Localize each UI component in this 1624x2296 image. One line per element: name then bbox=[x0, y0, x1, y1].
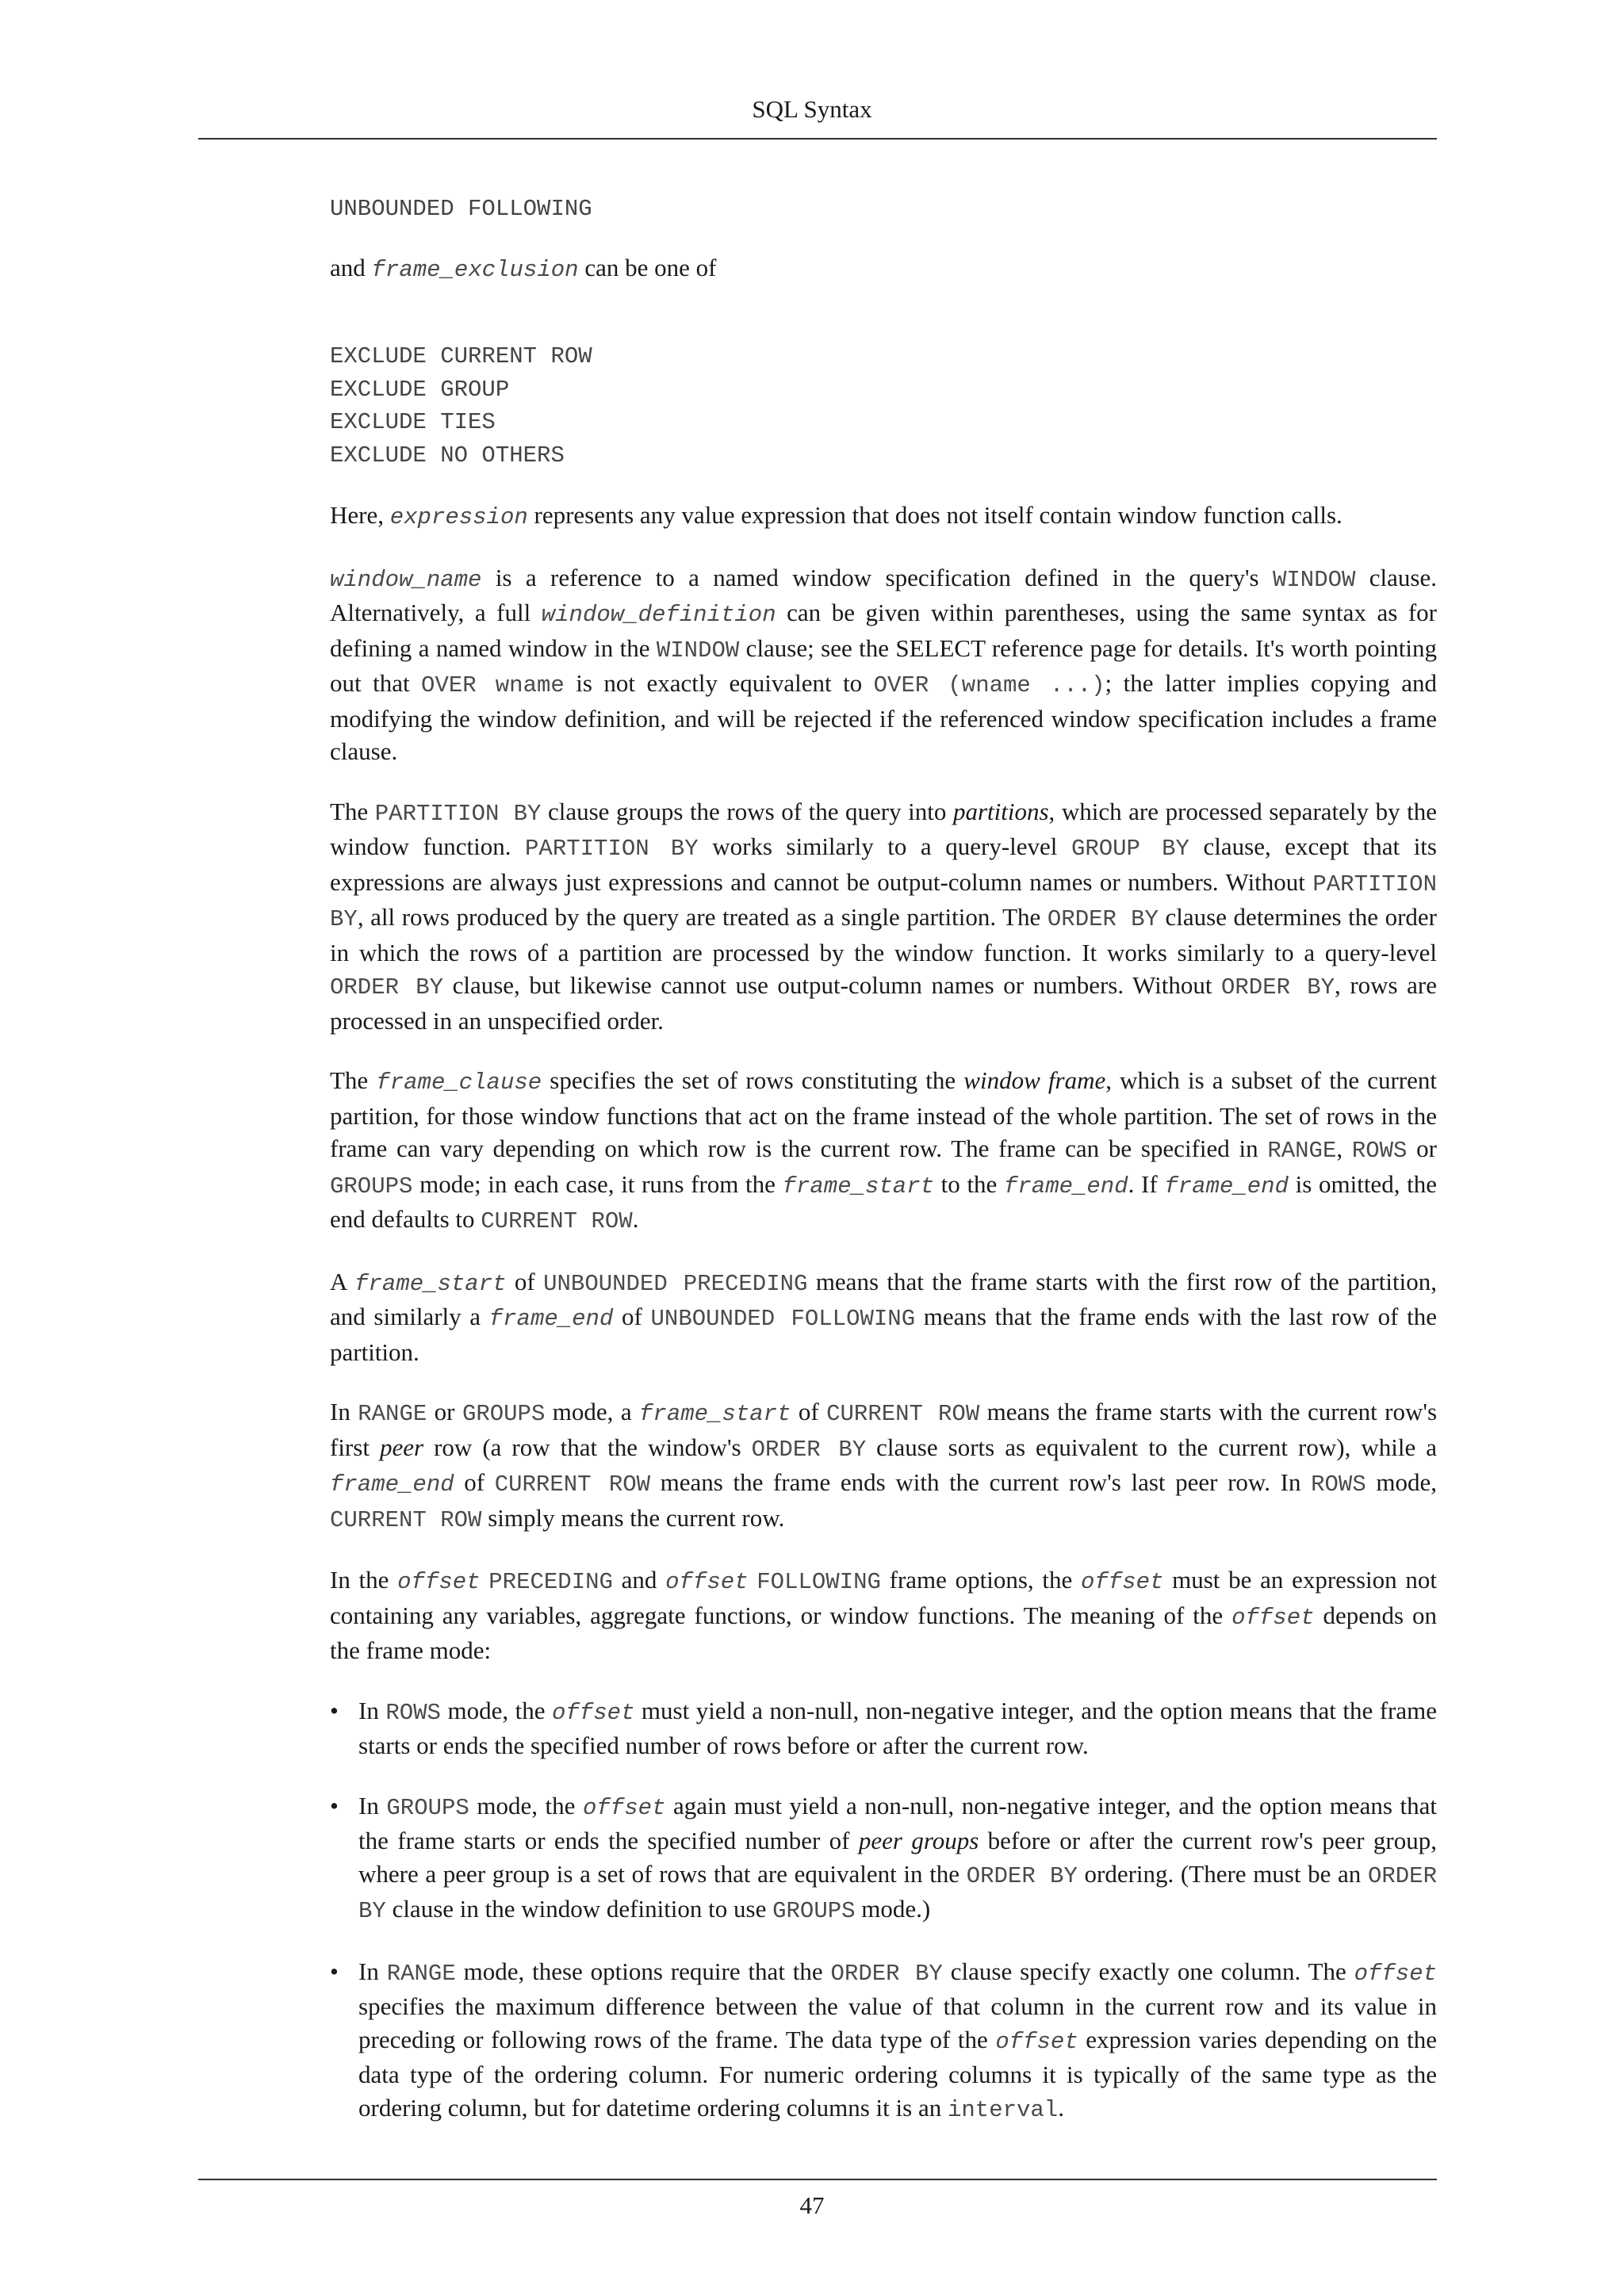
syntax-exclusion-line: EXCLUDE NO OTHERS bbox=[330, 442, 565, 469]
paragraph-partition-by: The PARTITION BY clause groups the rows of the query into partitions, which are processed separately by the window function. PARTITION BY works similarly to a query-level GROUP BY clause, except that its expressions are always just expressions and cannot be output-column names or numbers. Without PARTITION BY, all rows produced by the query are treated as a single partition. The ORDER BY clause determines the order in which the rows of a partition are processed by the window function. It works similarly to a query-level ORDER BY clause, but likewise cannot use output-column names or numbers. Without ORDER BY, rows are processed in an unspecified order. bbox=[330, 797, 1438, 1035]
syntax-exclusion-line: EXCLUDE TIES bbox=[330, 409, 496, 435]
list-item-range-mode: • In RANGE mode, these options require that the ORDER BY clause specify exactly one column. The offset specifies the maximum difference between the value of that column in the current row and its value in preceding or following rows of the frame. The data type of the offset expression varies depending on the data type of the ordering column. For numeric ordering columns it is typically of the same type as the ordering column, but for datetime ordering columns it is an interval. bbox=[330, 1955, 1437, 2127]
list-item-rows-mode: • In ROWS mode, the offset must yield a non-null, non-negative integer, and the option means that the frame starts or ends the specified number of rows before or after the current row. bbox=[330, 1694, 1437, 1762]
bullet-marker: • bbox=[330, 1957, 339, 1985]
paragraph-unbounded: A frame_start of UNBOUNDED PRECEDING means that the frame starts with the first row of the partition, and similarly a frame_end of UNBOUNDED FOLLOWING means that the frame ends with the last row of the partition. bbox=[330, 1267, 1438, 1366]
header-rule bbox=[198, 138, 1437, 140]
paragraph-frame-clause: The frame_clause specifies the set of rows constituting the window frame, which is a subset of the current partition, for those window functions that act on the frame instead of the whole partition. The set of rows in the frame can vary depending on which row is the current row. The frame can be specified in RANGE, ROWS or GROUPS mode; in each case, it runs from the frame_start to the frame_end. If frame_end is omitted, the end defaults to CURRENT ROW. bbox=[330, 1066, 1438, 1234]
frame-mode-list bbox=[330, 1694, 1437, 2127]
syntax-exclusion-list bbox=[330, 340, 1437, 472]
page-content bbox=[330, 193, 1437, 2153]
syntax-exclusion-line: EXCLUDE GROUP bbox=[330, 376, 510, 403]
paragraph-expression: Here, expression represents any value expression that does not itself contain window function calls. bbox=[330, 501, 1342, 530]
paragraph-window-name: window_name is a reference to a named window specification defined in the query's WINDOW clause. Alternatively, a full window_definition can be given within parentheses, using the same syntax as for defining a named window in the WINDOW clause; see the SELECT reference page for details. It's worth pointing out that OVER wname is not exactly equivalent to OVER (wname ...); the latter implies copying and modifying the window definition, and will be rejected if the referenced window specification includes a frame clause. bbox=[330, 563, 1437, 765]
syntax-unbounded-following: UNBOUNDED FOLLOWING bbox=[330, 196, 592, 222]
page-number: 47 bbox=[799, 2191, 825, 2219]
paragraph-frame-exclusion-intro: and frame_exclusion can be one of bbox=[330, 253, 717, 283]
paragraph-offset: In the offset PRECEDING and offset FOLLOWING frame options, the offset must be an expression not containing any variables, aggregate functions, or window functions. The meaning of the offset depends on the frame mode: bbox=[330, 1566, 1437, 1664]
paragraph-current-row: In RANGE or GROUPS mode, a frame_start of CURRENT ROW means the frame starts with the current row's first peer row (a row that the window's ORDER BY clause sorts as equivalent to the current row), while a frame_end of CURRENT ROW means the frame ends with the current row's last peer row. In ROWS mode, CURRENT ROW simply means the current row. bbox=[330, 1398, 1438, 1533]
list-item-groups-mode: • In GROUPS mode, the offset again must yield a non-null, non-negative integer, and the option means that the frame starts or ends the specified number of peer groups before or after the current row's peer group, where a peer group is a set of rows that are equivalent in the ORDER BY ordering. (There must be an ORDER BY clause in the window definition to use GROUPS mode.) bbox=[330, 1789, 1437, 1928]
bullet-marker: • bbox=[330, 1696, 339, 1724]
syntax-exclusion-line: EXCLUDE CURRENT ROW bbox=[330, 343, 592, 369]
running-header: SQL Syntax bbox=[752, 95, 872, 123]
bullet-marker: • bbox=[330, 1791, 339, 1820]
